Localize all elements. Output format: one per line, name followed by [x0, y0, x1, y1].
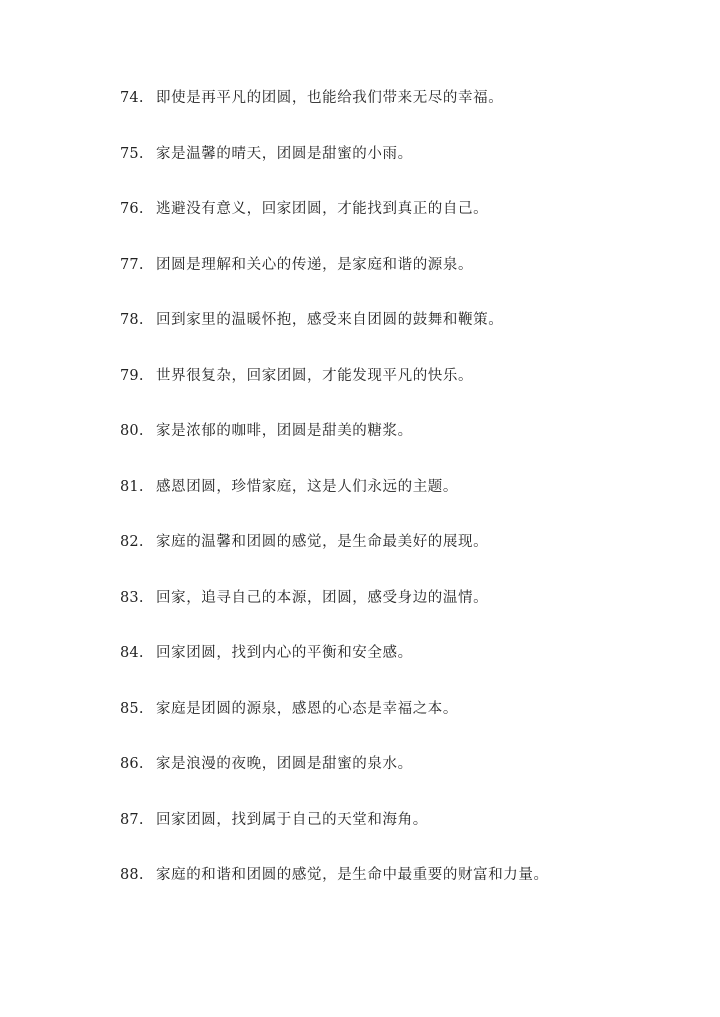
list-item — [120, 473, 680, 529]
item-number: 87. — [120, 811, 144, 828]
item-number: 79. — [120, 367, 144, 384]
numbered-sentence-list — [120, 84, 680, 917]
item-text: 家庭是团圆的源泉，感恩的心态是幸福之本。 — [156, 700, 458, 717]
list-item — [120, 806, 680, 862]
item-text: 感恩团圆，珍惜家庭，这是人们永远的主题。 — [156, 478, 458, 495]
list-item — [120, 695, 680, 751]
item-number: 83. — [120, 589, 144, 606]
list-item — [120, 140, 680, 196]
item-number: 84. — [120, 645, 144, 661]
item-number: 81. — [120, 478, 144, 495]
list-item — [120, 861, 680, 917]
list-item — [120, 417, 680, 473]
item-number: 75. — [120, 145, 144, 162]
list-item — [120, 195, 680, 251]
item-number: 77. — [120, 256, 144, 273]
list-item — [120, 584, 680, 640]
list-item — [120, 362, 680, 418]
item-number: 74. — [120, 90, 144, 106]
item-text: 即使是再平凡的团圆，也能给我们带来无尽的幸福。 — [156, 90, 504, 106]
list-item — [120, 750, 680, 806]
item-text: 逃避没有意义，回家团圆，才能找到真正的自己。 — [156, 201, 489, 217]
item-number: 78. — [120, 312, 144, 328]
list-item — [120, 84, 680, 140]
item-number: 88. — [120, 867, 144, 883]
item-text: 回家，追寻自己的本源，团圆，感受身边的温情。 — [156, 589, 489, 606]
item-number: 76. — [120, 201, 144, 217]
item-text: 世界很复杂，回家团圆，才能发现平凡的快乐。 — [156, 367, 474, 384]
item-text: 团圆是理解和关心的传递，是家庭和谐的源泉。 — [156, 256, 474, 273]
item-number: 85. — [120, 700, 144, 717]
item-text: 家是浪漫的夜晚，团圆是甜蜜的泉水。 — [156, 756, 413, 772]
item-text: 回到家里的温暖怀抱，感受来自团圆的鼓舞和鞭策。 — [156, 312, 504, 328]
list-item — [120, 639, 680, 695]
list-item — [120, 306, 680, 362]
item-text: 家庭的温馨和团圆的感觉，是生命最美好的展现。 — [156, 534, 489, 550]
item-number: 80. — [120, 423, 144, 439]
item-text: 回家团圆，找到属于自己的天堂和海角。 — [156, 811, 428, 828]
item-text: 家庭的和谐和团圆的感觉，是生命中最重要的财富和力量。 — [156, 867, 549, 883]
item-text: 家是浓郁的咖啡，团圆是甜美的糖浆。 — [156, 423, 413, 439]
list-item — [120, 528, 680, 584]
list-item — [120, 251, 680, 307]
item-number: 82. — [120, 534, 144, 550]
item-text: 回家团圆，找到内心的平衡和安全感。 — [156, 645, 413, 661]
item-number: 86. — [120, 756, 144, 772]
item-text: 家是温馨的晴天，团圆是甜蜜的小雨。 — [156, 145, 413, 162]
